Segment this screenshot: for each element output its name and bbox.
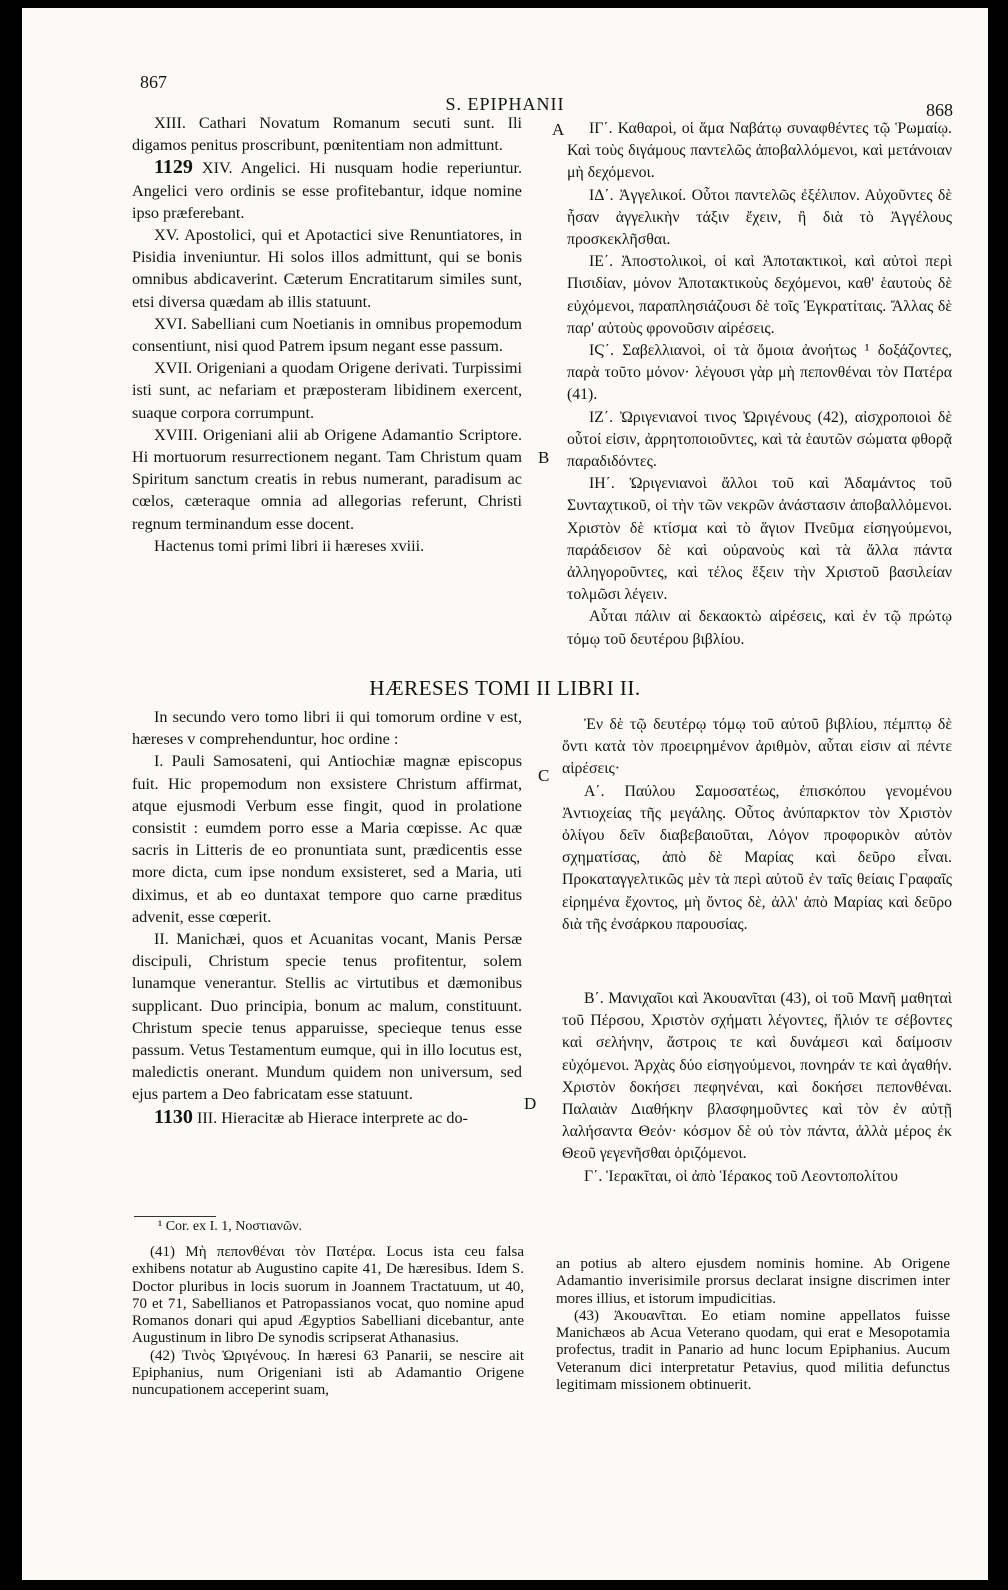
notes-right [556, 1256, 950, 1394]
greek-paragraph: Ἐν δὲ τῷ δευτέρῳ τόμῳ τοῦ αὐτοῦ βιβλίου, πέμπτῳ δὲ ὄντι κατὰ τὸν προειρημένον ἀριθμὸν, αὗται εἰσιν αἱ πέντε αἱρέσεις· [562, 716, 952, 778]
note-42-continued: an potius ab altero ejusdem nominis homine. Ab Origene Adamantio inverisimile prorsus declarat insigne discrimen inter mores illius, et istorum impudicitias. [556, 1256, 950, 1307]
latin-paragraph: XVI. Sabelliani cum Noetianis in omnibus propemodum consentiunt, nisi quod Patrem ipsum negant esse passum. [132, 314, 522, 356]
page-number-left: 867 [140, 72, 167, 92]
latin-paragraph: XV. Apostolici, qui et Apotactici sive Renuntiatores, in Pisidia inveniuntur. Hi solos illos admittunt, qui se bonis omnibus abdicaverint. Cæterum Encratitarum similes sunt, etsi diversa quædam ab illis statuunt. [132, 226, 522, 311]
greek-column-bottom-2 [562, 988, 952, 1188]
latin-column-bottom [132, 706, 522, 1129]
greek-column-bottom [562, 714, 952, 936]
latin-paragraph: In secundo vero tomo libri ii qui tomorum ordine v est, hæreses v comprehenduntur, hoc ordine : [132, 708, 522, 749]
margin-letter-b: B [538, 448, 550, 467]
latin-paragraph: 1130 III. Hieracitæ ab Hierace interprete ac do- [154, 1105, 468, 1128]
latin-paragraph: I. Pauli Samosateni, qui Antiochiæ magnæ episcopus fuit. Hic propemodum non exsistere Christum affirmat, atque ejusmodi Verbum esse fingit, quod in prolatione consistit : eumdem porro esse a Maria cœpisse. Ac quæ sacris in Litteris de eo pronuntiata sunt, prædicentis esse more dicta, cum ipse nondum exsisteret, sed a Maria, uti diximus, et ab eo duntaxat tempore quo carne præditus advenit, esse cœperit. [132, 752, 522, 926]
section-title: HÆRESES TOMI II LIBRI II. [369, 676, 641, 700]
note-41: (41) Μὴ πεπονθέναι τὸν Πατέρα. Locus ista ceu falsa exhibens notatur ab Augustino capite 41, De hæresibus. Idem S. Doctor pluribus in locis suorum in Joannem Tractatuum, ut 40, 70 et 71, Sabellianos et Patropassianos vocat, quo nomine apud Romanos donari qui apud Ægyptios Sabelliani dicebantur, ante Augustinum in libro De synodis scripserat Athanasius. [132, 1244, 524, 1347]
latin-column-top [132, 112, 522, 557]
latin-paragraph: II. Manichæi, quos et Acuanitas vocant, Manis Persæ discipuli, Christum specie tenus profitentur, solem lunamque venerantur. Stellis ac virtutibus et dæmonibus supplicant. Duo principia, bonum ac malum, constituunt. Christum specie tenus apparuisse, specieque tenus esse passum. Vetus Testamentum eumque, qui in illo locutus est, maledictis onerant. Mundum quidem non universum, sed ejus partem a Deo fabricatam esse statuunt. [132, 930, 522, 1104]
note-43: (43) Ἀκουανῖται. Eo etiam nomine appellatos fuisse Manichæos ab Acua Veterano quodam, qui erat e Mesopotamia profectus, tradit in Panario ad hunc locum Epiphanius. Aucum Veteranum dici interpretatur Petavius, quod militia defunctus legitimam missionem obtinuerit. [556, 1307, 950, 1394]
latin-paragraph: Hactenus tomi primi libri ii hæreses xviii. [154, 536, 425, 555]
latin-paragraph: XVII. Origeniani a quodam Origene derivati. Turpissimi isti sunt, ac nefariam et præposteram libidinem exercent, suaque corpora corrumpunt. [132, 359, 522, 422]
greek-paragraph: ΙΖ΄. Ὠριγενιανοί τινος Ὠριγένους (42), αἰσχροποιοὶ δὲ οὗτοί εἰσιν, ἀρρητοποιοῦντες, καὶ τὰ ἑαυτῶν σώματα φθορᾷ παραδιδόντες. [567, 408, 952, 471]
margin-letter-c: C [538, 766, 550, 785]
greek-column-top [567, 118, 952, 651]
margin-letter-a: A [552, 120, 565, 139]
latin-paragraph: XIII. Cathari Novatum Romanum secuti sunt. Ili digamos penitus proscribunt, pœnitentiam non admittunt. [132, 114, 522, 155]
running-title: S. EPIPHANII [445, 94, 565, 114]
scanned-page [22, 8, 988, 1580]
greek-paragraph: ΙΕ΄. Ἀποστολικοὶ, οἱ καὶ Ἀποτακτικοὶ, καὶ αὐτοὶ περὶ Πισιδίαν, μόνον Ἀποτακτικοὺς δεχόμενοι, καθ' ἑαυτοὺς δὲ εὐχόμενοι, παραπλησιάζουσι δὲ τοῖς Ἐγκρατίταις. Ἄλλας δὲ παρ' αὐτοὺς φρονοῦσιν αἱρέσεις. [567, 253, 952, 337]
greek-paragraph: ΙΓ΄. Καθαροὶ, οἱ ἅμα Ναβάτῳ συναφθέντες τῷ Ῥωμαίῳ. Καὶ τοὺς διγάμους παντελῶς ἀποβαλλόμενοι, καὶ μετάνοιαν μὴ δεχόμενοι. [567, 120, 952, 182]
page-number-right: 868 [926, 100, 953, 120]
footnote-reference: ¹ Cor. ex I. 1, Νοστιανῶν. [158, 1219, 303, 1234]
greek-paragraph: Αὗται πάλιν αἱ δεκαοκτὼ αἱρέσεις, καὶ ἐν τῷ πρώτῳ τόμῳ τοῦ δευτέρου βιβλίου. [567, 608, 952, 648]
margin-letter-d: D [524, 1094, 537, 1113]
greek-paragraph: Β΄. Μανιχαῖοι καὶ Ἀκουανῖται (43), οἱ τοῦ Μανῆ μαθηταὶ τοῦ Πέρσου, Χριστὸν σχήματι λέγοντες, ἥλιόν τε σέβοντες καὶ σελήνην, ἄστροις τε καὶ δυνάμεσι καὶ δαίμοσιν εὐχόμενοι. Ἀρχὰς δύο εἰσηγούμενοι, πονηράν τε καὶ ἀγαθήν. Χριστὸν δοκήσει πεφηνέναι, καὶ δοκήσει πεπονθέναι. Παλαιὰν Διαθήκην βλασφημοῦντες καὶ τὸν ἐν αὐτῇ λαλήσαντα Θεόν· κόσμον δὲ οὐ τὸν πάντα, ἀλλὰ μέρος ἐκ Θεοῦ γεγενῆσθαι ὁριζόμενοι. [562, 990, 952, 1163]
greek-paragraph: Α΄. Παύλου Σαμοσατέως, ἐπισκόπου γενομένου Ἀντιοχείας τῆς μεγάλης. Οὗτος ἀνύπαρκτον τὸν Χριστὸν ὀλίγου δεῖν διαβεβαιοῦται, Λόγον προφορικὸν αὐτὸν σχηματίσας, ἀπὸ δὲ Μαρίας καὶ δεῦρο εἶναι. Προκαταγγελτικῶς μὲν τὰ περὶ αὐτοῦ ἐν ταῖς θείαις Γραφαῖς εἰρημένα ἔχοντος, μὴ ὄντος δὲ, ἀλλ' ἀπὸ Μαρίας καὶ δεῦρο διὰ τῆς ἐνσάρκου παρουσίας. [562, 782, 952, 933]
greek-paragraph: Γ΄. Ἱερακῖται, οἱ ἀπὸ Ἱέρακος τοῦ Λεοντοπολίτου [584, 1167, 899, 1185]
footnote-rule [134, 1216, 216, 1217]
greek-paragraph: ΙΗ΄. Ὠριγενιανοὶ ἄλλοι τοῦ καὶ Ἀδαμάντος τοῦ Συνταχτικοῦ, οἱ τὴν τῶν νεκρῶν ἀνάστασιν ἀποβαλλόμενοι. Χριστὸν δὲ κτίσμα καὶ τὸ ἅγιον Πνεῦμα εἰσηγούμενοι, παράδεισον δὲ καὶ οὐρανοὺς καὶ τὰ ἄλλα πάντα ἀλληγοροῦντες, καὶ τέλος ἕξειν τὴν Χριστοῦ βασιλείαν τολμῶσι λέγειν. [567, 475, 952, 604]
latin-paragraph: XVIII. Origeniani alii ab Origene Adamantio Scriptore. Hi mortuorum resurrectionem negant. Tam Christum quam Spiritum sanctum creatis in rebus numerant, paradisum ac cœlos, cæteraque omnia ad allegorias referunt, Christi regnum terminandum esse docent. [132, 425, 522, 533]
column-number-1130: 1130 [154, 1105, 193, 1128]
greek-paragraph: ΙΔ΄. Ἀγγελικοί. Οὗτοι παντελῶς ἐξέλιπον. Αὐχοῦντες δὲ ἦσαν ἀγγελικὴν τάξιν ἔχειν, ἢ διὰ τὸ Ἀγγέλους προσκεκλῆσθαι. [567, 186, 952, 249]
note-42: (42) Τινὸς Ὠριγένους. In hæresi 63 Panarii, se nescire ait Epiphanius, num Origeniani isti ab Adamantio Origene nuncupationem acceperint suam, [132, 1347, 524, 1399]
column-number-1129: 1129 [154, 156, 193, 179]
greek-paragraph: ΙϚ΄. Σαβελλιανοὶ, οἱ τὰ ὅμοια ἀνοήτως ¹ δοξάζοντες, παρὰ τοῦτο μόνον· λέγουσι γὰρ μὴ πεπονθέναι τὸν Πατέρα (41). [567, 342, 952, 404]
latin-paragraph: 1129 XIV. Angelici. Hi nusquam hodie reperiuntur. Angelici vero ordinis se esse profitebantur, idque nomine ipso præferebant. [132, 156, 522, 222]
notes-left [132, 1244, 524, 1400]
